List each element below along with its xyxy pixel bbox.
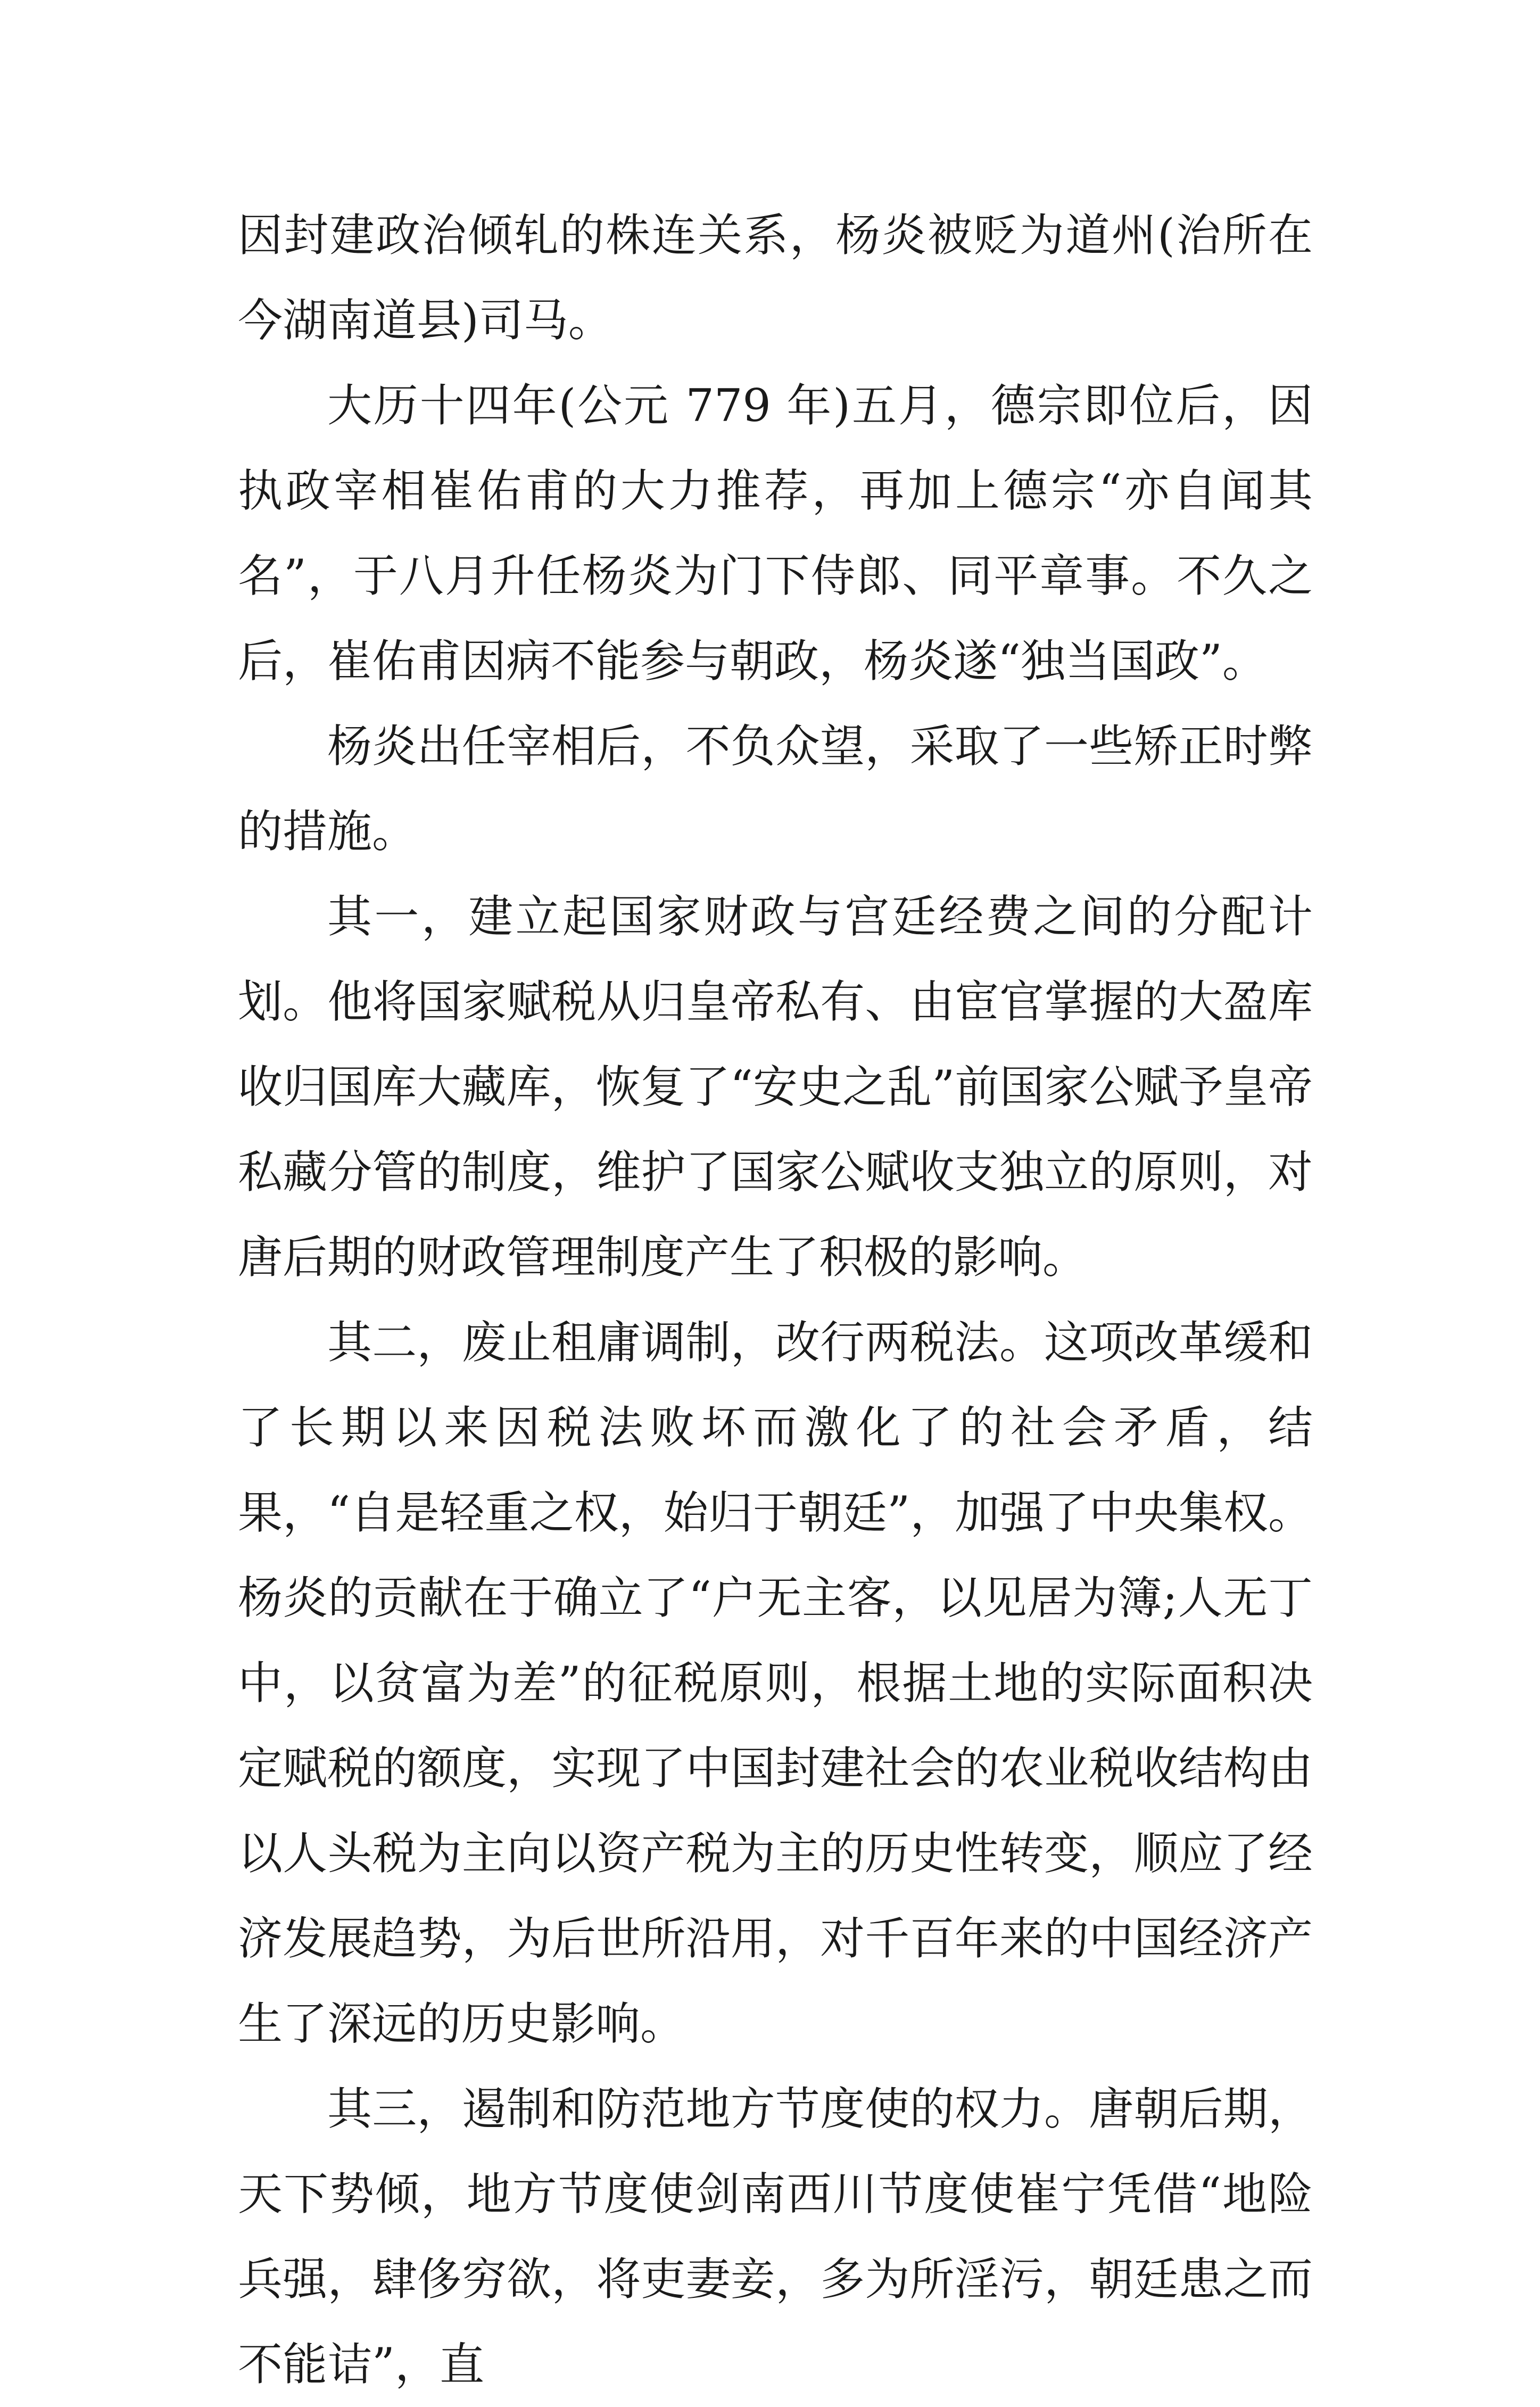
body-text bbox=[238, 193, 1313, 2407]
paragraph-measure-one: 其一，建立起国家财政与宫廷经费之间的分配计划。他将国家赋税从归皇帝私有、由宦官掌握的大盈库收归国库大藏库，恢复了“安史之乱”前国家公赋予皇帝私藏分管的制度，维护了国家公赋收支独立的原则，对唐后期的财政管理制度产生了积极的影响。 bbox=[238, 891, 1313, 1283]
paragraph-dali-year: 大历十四年(公元 779 年)五月，德宗即位后，因执政宰相崔佑甫的大力推荐，再加上德宗“亦自闻其名”，于八月升任杨炎为门下侍郎、同平章事。不久之后，崔佑甫因病不能参与朝政，杨炎遂“独当国政”。 bbox=[238, 380, 1313, 687]
paragraph-measure-three: 其三，遏制和防范地方节度使的权力。唐朝后期，天下势倾，地方节度使剑南西川节度使崔宁凭借“地险兵强，肆侈穷欲，将吏妻妾，多为所淫污，朝廷患之而不能诘”，直 bbox=[238, 2083, 1313, 2390]
paragraph-chancellor-measures: 杨炎出任宰相后，不负众望，采取了一些矫正时弊的措施。 bbox=[238, 720, 1313, 858]
paragraph-measure-two: 其二，废止租庸调制，改行两税法。这项改革缓和了长期以来因税法败坏而激化了的社会矛盾，结果，“自是轻重之权，始归于朝廷”，加强了中央集权。杨炎的贡献在于确立了“户无主客，以见居为簿;人无丁中，以贫富为差”的征税原则，根据土地的实际面积决定赋税的额度，实现了中国封建社会的农业税收结构由以人头税为主向以资产税为主的历史性转变，顺应了经济发展趋势，为后世所沿用，对千百年来的中国经济产生了深远的历史影响。 bbox=[238, 1316, 1313, 2050]
paragraph-continuation: 因封建政治倾轧的株连关系，杨炎被贬为道州(治所在今湖南道县)司马。 bbox=[238, 209, 1313, 347]
